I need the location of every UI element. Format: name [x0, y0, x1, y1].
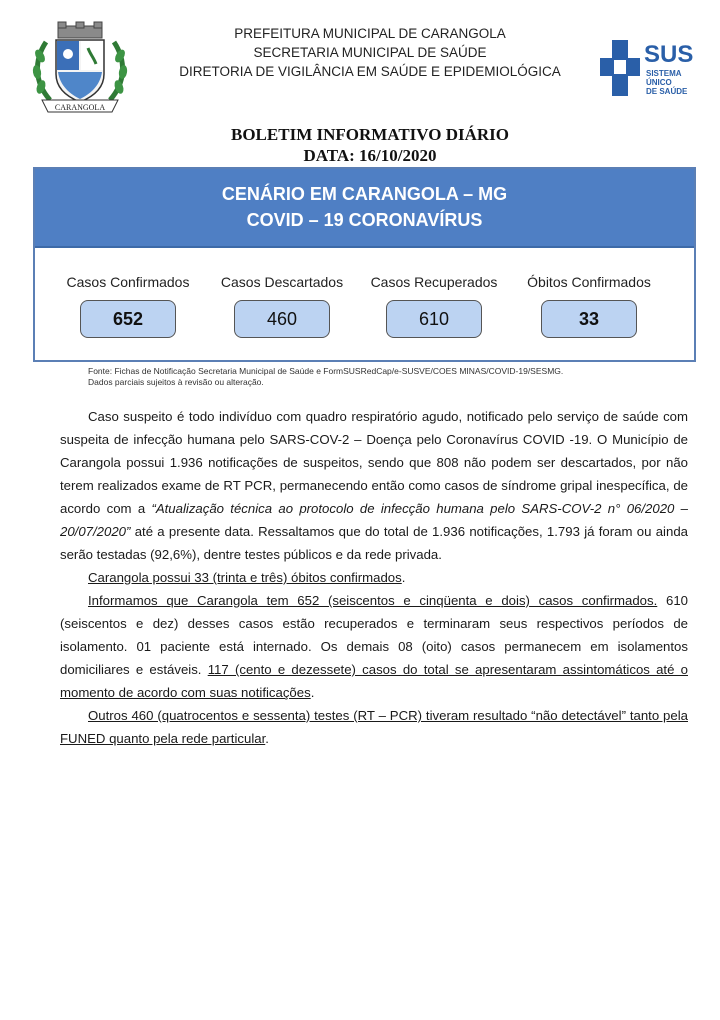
- stat-discarded-label: Casos Descartados: [220, 274, 344, 290]
- header-line-prefeitura: PREFEITURA MUNICIPAL DE CARANGOLA: [234, 26, 506, 41]
- scenario-title-line1: CENÁRIO EM CARANGOLA – MG: [221, 184, 508, 204]
- bulletin-body: [60, 405, 688, 750]
- stat-confirmed-value: 652: [80, 300, 176, 338]
- stat-confirmed-label: Casos Confirmados: [66, 274, 190, 290]
- header-lines: [150, 24, 590, 81]
- stat-discarded-value: 460: [234, 300, 330, 338]
- municipal-crest-icon: [28, 20, 132, 118]
- paragraph-deaths: Carangola possui 33 (trinta e três) óbitos confirmados.: [88, 570, 406, 585]
- svg-text:ÚNICO: ÚNICO: [646, 78, 672, 87]
- scenario-panel-header: [35, 169, 694, 248]
- stat-discarded: [207, 273, 357, 338]
- stat-recovered-label: Casos Recuperados: [370, 274, 498, 290]
- svg-text:CARANGOLA: CARANGOLA: [54, 103, 106, 112]
- stat-confirmed: [53, 273, 203, 338]
- bulletin-titles: [0, 124, 720, 166]
- svg-text:DE SAÚDE: DE SAÚDE: [646, 87, 688, 96]
- paragraph-discarded-tests: Outros 460 (quatrocentos e sessenta) testes (RT – PCR) tiveram resultado “não detectável” tanto pela FUNED quanto pela rede particular.: [60, 708, 688, 746]
- scenario-title-line2: COVID – 19 CORONAVÍRUS: [246, 210, 483, 230]
- svg-text:SISTEMA: SISTEMA: [646, 69, 682, 78]
- scenario-panel: [33, 167, 696, 362]
- document-header: [0, 14, 720, 114]
- header-line-secretaria: SECRETARIA MUNICIPAL DE SAÚDE: [253, 45, 487, 60]
- stat-deaths: [514, 273, 664, 338]
- sus-cross-icon: [600, 40, 640, 96]
- stat-deaths-value: 33: [541, 300, 637, 338]
- protocol-citation: “Atualização técnica ao protocolo de infecção humana pelo SARS-COV-2 n° 06/2020 – 20/07/2020”: [60, 501, 688, 539]
- paragraph-suspect-cases: Caso suspeito é todo indivíduo com quadro respiratório agudo, notificado pelo serviço de saúde com suspeita de infecção humana pelo SARS-COV-2 – Doença pelo Coronavírus COVID -19. O Município de Carangola possui 1.936 notificações de suspeitos, sendo que 808 não podem ser descartados, por não terem realizados exame de RT PCR, permanecendo então como casos de síndrome gripal inespecífica, de acordo com a “Atualização técnica ao protocolo de infecção humana pelo SARS-COV-2 n° 06/2020 – 20/07/2020” até a presente data. Ressaltamos que do total de 1.936 notificações, 1.793 já foram ou ainda serão testadas (92,6%), dentre testes públicos e da rede privada.: [60, 409, 688, 562]
- disclaimer-line: Dados parciais sujeitos à revisão ou alteração.: [88, 377, 264, 387]
- paragraph-confirmed: Informamos que Carangola tem 652 (seiscentos e cinqüenta e dois) casos confirmados. 610 (seiscentos e dez) desses casos estão recuperados e terminaram seus respectivos períodos de isolamento. 01 paciente está internado. Os demais 08 (oito) casos permanecem em isolamentos domiciliares e estáveis. 117 (cento e dezessete) casos do total se apresentaram assintomáticos até o momento de acordo com suas notificações.: [60, 593, 688, 700]
- bulletin-title: BOLETIM INFORMATIVO DIÁRIO: [231, 125, 509, 144]
- stat-deaths-label: Óbitos Confirmados: [527, 274, 651, 290]
- svg-text:SUS: SUS: [644, 41, 694, 68]
- stat-recovered-value: 610: [386, 300, 482, 338]
- source-line: Fonte: Fichas de Notificação Secretaria Municipal de Saúde e FormSUSRedCap/e-SUSVE/COES MINAS/COVID-19/SESMG.: [88, 366, 564, 376]
- stat-recovered: [359, 273, 509, 338]
- bulletin-date: DATA: 16/10/2020: [303, 146, 437, 165]
- header-line-diretoria: DIRETORIA DE VIGILÂNCIA EM SAÚDE E EPIDEMIOLÓGICA: [179, 64, 561, 79]
- source-note: [88, 366, 688, 388]
- sus-logo: [596, 36, 696, 102]
